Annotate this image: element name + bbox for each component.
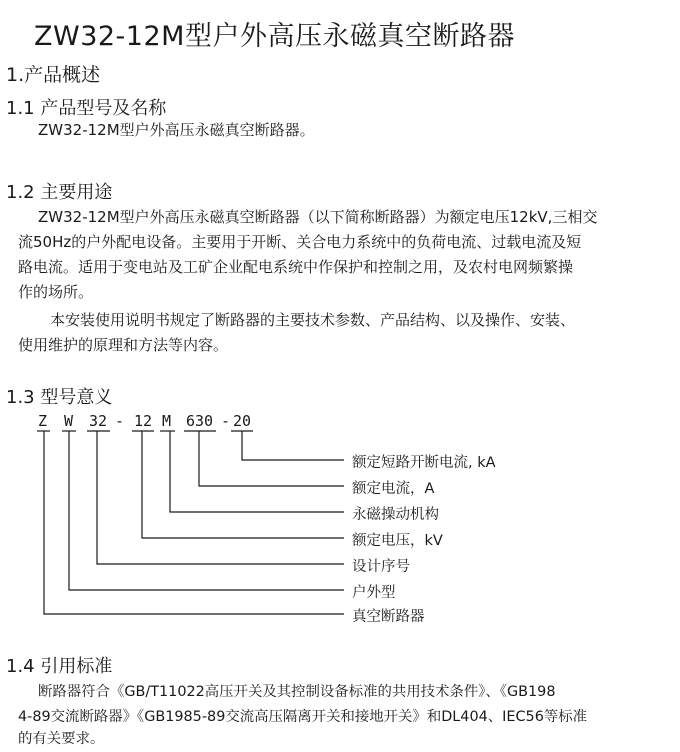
section-1-4-line3: 的有关要求。 <box>18 731 105 747</box>
section-1-4-line1: 断路器符合《GB/T11022高压开关及其控制设备标准的共用技术条件》、《GB198 <box>38 684 556 700</box>
section-1-2-para2-line1: 本安装使用说明书规定了断路器的主要技术参数、产品结构、以及操作、安装、 <box>50 311 576 329</box>
section-1-heading: 1.产品概述 <box>6 64 101 86</box>
code-part-32: 32 <box>89 412 108 430</box>
code-part-12: 12 <box>134 412 153 430</box>
section-1-4-heading: 1.4 引用标准 <box>6 656 113 677</box>
meaning-short-circuit-current: 额定短路开断电流, kA <box>352 455 496 471</box>
section-1-2-para1-line2: 流50Hz的户外配电设备。主要用于开断、关合电力系统中的负荷电流、过载电流及短 <box>18 233 582 251</box>
code-part-dash-1: - <box>115 412 125 430</box>
section-1-1-text: ZW32-12M型户外高压永磁真空断路器。 <box>38 121 315 139</box>
code-part-z: Z <box>38 412 48 430</box>
document-title: ZW32-12M型户外高压永磁真空断路器 <box>34 21 515 52</box>
section-1-4-line2: 4-89交流断路器》《GB1985-89交流高压隔离开关和接地开关》和DL404、IEC56等标准 <box>18 709 588 725</box>
section-1-3-heading: 1.3 型号意义 <box>6 387 113 408</box>
section-1-2-para2-line2: 使用维护的原理和方法等内容。 <box>18 336 229 354</box>
code-part-m: M <box>162 412 172 430</box>
section-1-2-para1-line1: ZW32-12M型户外高压永磁真空断路器（以下简称断路器）为额定电压12kV,三相交 <box>38 208 598 226</box>
section-1-2-para1-line3: 路电流。适用于变电站及工矿企业配电系统中作保护和控制之用，及农村电网频繁操 <box>18 258 574 276</box>
meaning-rated-voltage: 额定电压，kV <box>352 533 443 549</box>
meaning-design-number: 设计序号 <box>352 559 410 575</box>
meaning-vacuum-breaker: 真空断路器 <box>352 609 425 625</box>
section-1-2-para1-line4: 作的场所。 <box>18 283 94 301</box>
code-part-20: 20 <box>233 412 252 430</box>
section-1-2-heading: 1.2 主要用途 <box>6 182 113 203</box>
section-1-1-heading: 1.1 产品型号及名称 <box>6 98 167 119</box>
code-part-dash-2: - <box>221 412 231 430</box>
code-part-w: W <box>64 412 74 430</box>
meaning-magnetic-mechanism: 永磁操动机构 <box>352 507 439 523</box>
code-part-630: 630 <box>186 412 214 430</box>
meaning-outdoor-type: 户外型 <box>352 585 396 601</box>
meaning-rated-current: 额定电流，A <box>352 481 435 497</box>
